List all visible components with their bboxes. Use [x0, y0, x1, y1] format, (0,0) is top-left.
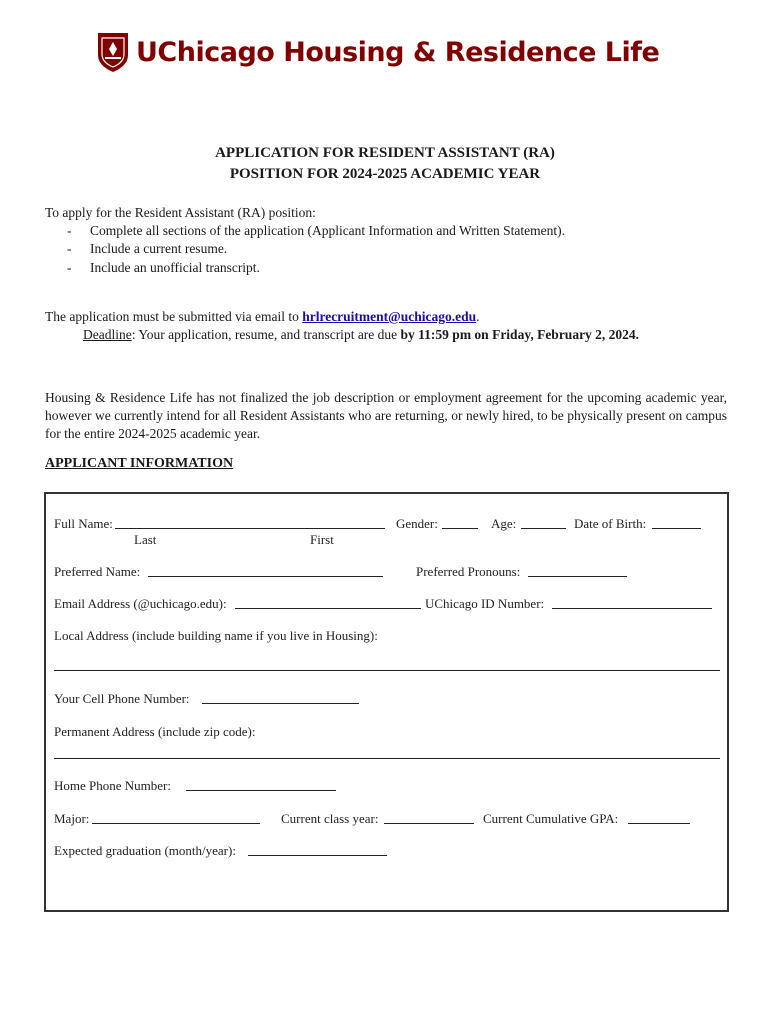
dob-label: Date of Birth: — [574, 516, 647, 531]
deadline-text: : Your application, resume, and transcript are due — [131, 327, 401, 342]
preferred-pronouns-field[interactable] — [528, 576, 627, 577]
class-year-field[interactable] — [384, 823, 474, 824]
first-name-hint: First — [310, 532, 334, 547]
gender-field[interactable] — [442, 528, 478, 529]
dob-field[interactable] — [652, 528, 701, 529]
instructions-intro: To apply for the Resident Assistant (RA) position: — [45, 205, 316, 220]
email-field[interactable] — [235, 608, 421, 609]
email-label: Email Address (@uchicago.edu): — [54, 596, 227, 611]
header-logo — [96, 30, 659, 74]
instruction-bullet — [67, 240, 228, 258]
bullet-dash: - — [67, 260, 72, 275]
document-title-line-1: APPLICATION FOR RESIDENT ASSISTANT (RA) — [215, 145, 555, 161]
deadline-label: Deadline — [83, 327, 132, 342]
cell-phone-field[interactable] — [202, 703, 359, 704]
cell-phone-label: Your Cell Phone Number: — [54, 691, 190, 706]
gender-label: Gender: — [396, 516, 438, 531]
age-label: Age: — [491, 516, 517, 531]
graduation-label: Expected graduation (month/year): — [54, 843, 236, 858]
submission-line — [45, 308, 480, 326]
major-label: Major: — [54, 811, 90, 826]
bullet-dash: - — [67, 241, 72, 256]
graduation-field[interactable] — [248, 855, 387, 856]
preferred-name-field[interactable] — [148, 576, 383, 577]
submission-period: . — [476, 309, 480, 324]
deadline-date: by 11:59 pm on Friday, February 2, 2024. — [400, 327, 640, 342]
bullet-text: Include an unofficial transcript. — [90, 260, 260, 275]
instruction-bullet — [67, 259, 260, 277]
preferred-name-label: Preferred Name: — [54, 564, 141, 579]
home-phone-label: Home Phone Number: — [54, 778, 171, 793]
local-address-field[interactable] — [54, 670, 720, 671]
gpa-field[interactable] — [628, 823, 690, 824]
local-address-label: Local Address (include building name if you live in Housing): — [54, 628, 378, 643]
full-name-label: Full Name: — [54, 516, 113, 531]
uchicago-id-field[interactable] — [552, 608, 712, 609]
deadline-line — [83, 326, 639, 344]
age-field[interactable] — [521, 528, 566, 529]
instruction-bullet — [67, 222, 565, 240]
uchicago-id-label: UChicago ID Number: — [425, 596, 545, 611]
home-phone-field[interactable] — [186, 790, 336, 791]
logo-text: UChicago Housing & Residence Life — [136, 36, 660, 68]
bullet-text: Complete all sections of the application (Applicant Information and Written Statement). — [90, 223, 565, 238]
submission-text: The application must be submitted via email to — [45, 309, 303, 324]
permanent-address-field[interactable] — [54, 758, 720, 759]
major-field[interactable] — [92, 823, 260, 824]
bullet-dash: - — [67, 223, 72, 238]
gpa-label: Current Cumulative GPA: — [483, 811, 619, 826]
permanent-address-label: Permanent Address (include zip code): — [54, 724, 256, 739]
bullet-text: Include a current resume. — [90, 241, 228, 256]
notice-paragraph: Housing & Residence Life has not finalized the job description or employment agreement for the upcoming academic year, however we currently intend for all Resident Assistants who are returning, or newly hired, to be physically present on campus for the entire 2024-2025 academic year. — [45, 390, 727, 441]
last-name-hint: Last — [134, 532, 157, 547]
class-year-label: Current class year: — [281, 811, 379, 826]
section-heading: APPLICANT INFORMATION — [45, 456, 234, 471]
preferred-pronouns-label: Preferred Pronouns: — [416, 564, 521, 579]
recruitment-email-link[interactable]: hrlrecruitment@uchicago.edu — [302, 309, 477, 324]
uchicago-shield-icon — [96, 31, 130, 73]
full-name-field[interactable] — [115, 528, 385, 529]
document-title-line-2: POSITION FOR 2024-2025 ACADEMIC YEAR — [229, 166, 541, 182]
